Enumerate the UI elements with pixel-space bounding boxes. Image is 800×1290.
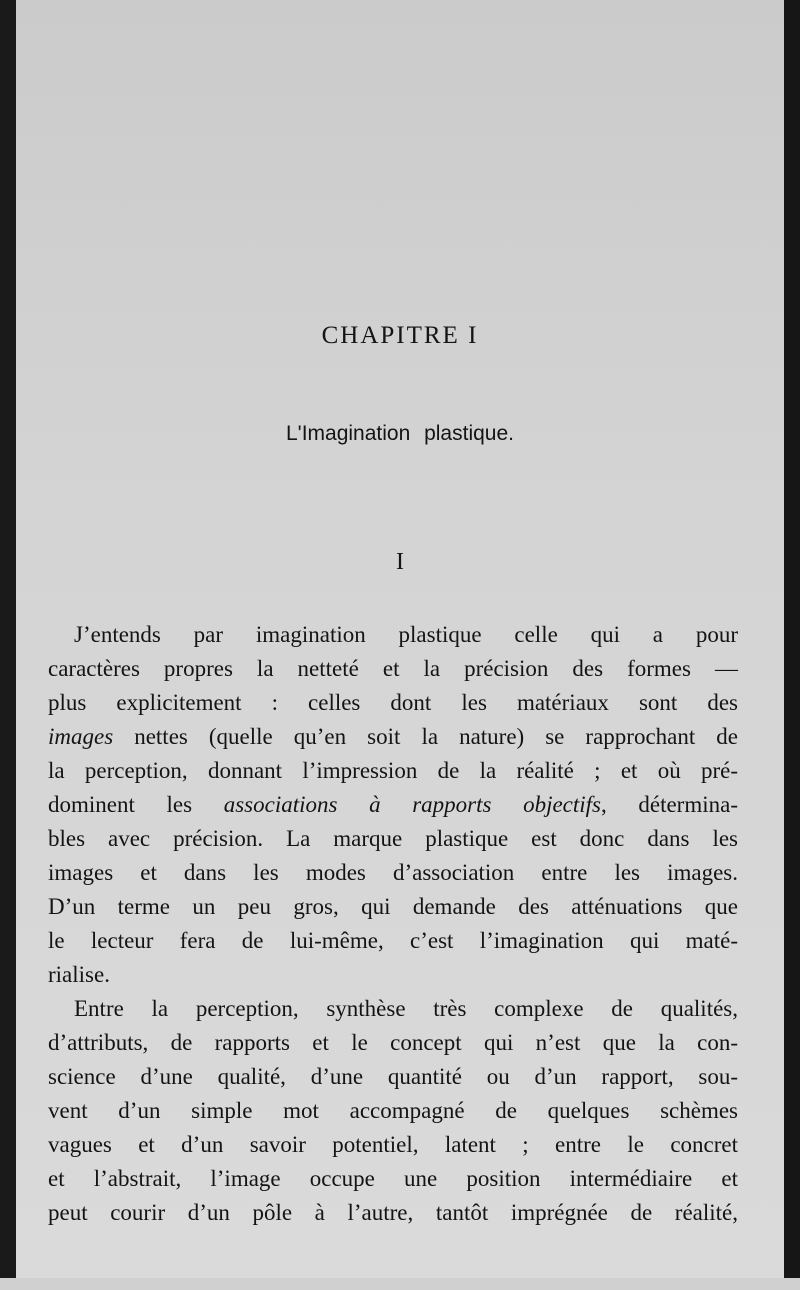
text-run: rialise. xyxy=(48,962,110,987)
italic-text-run: images xyxy=(48,724,114,749)
text-run: dominent les xyxy=(48,792,224,817)
text-run: le lecteur fera de lui-même, c’est l’imagination qui maté- xyxy=(48,928,738,953)
text-line xyxy=(48,690,738,716)
text-run: J’entends par imagination plastique celle qui a pour xyxy=(74,622,738,647)
text-line xyxy=(48,656,738,682)
chapter-heading: CHAPITRE I xyxy=(321,322,479,349)
section-number: I xyxy=(396,549,404,575)
text-run: science d’une qualité, d’une quantité ou d’un rapport, sou- xyxy=(48,1064,738,1089)
text-line xyxy=(48,792,738,818)
text-run: D’un terme un peu gros, qui demande des atténuations que xyxy=(48,894,738,919)
text-run: plus explicitement : celles dont les matériaux sont des xyxy=(48,690,738,715)
text-line xyxy=(48,1166,738,1192)
text-line xyxy=(48,962,738,988)
text-run: nettes (quelle qu’en soit la nature) se rapprochant de xyxy=(113,724,738,749)
text-run: la perception, donnant l’impression de la réalité ; et où pré- xyxy=(48,758,738,783)
text-line xyxy=(48,724,738,750)
text-line xyxy=(48,928,738,954)
text-run: et l’abstrait, l’image occupe une position intermédiaire et xyxy=(48,1166,738,1191)
text-line xyxy=(48,1098,738,1124)
text-run: Entre la perception, synthèse très complexe de qualités, xyxy=(74,996,738,1021)
text-run: d’attributs, de rapports et le concept qui n’est que la con- xyxy=(48,1030,738,1055)
text-line xyxy=(74,622,738,648)
text-line xyxy=(48,758,738,784)
text-line xyxy=(48,1200,738,1226)
text-line xyxy=(74,996,738,1022)
text-run: bles avec précision. La marque plastique est donc dans les xyxy=(48,826,738,851)
page-sheet xyxy=(16,0,784,1278)
text-run: peut courir d’un pôle à l’autre, tantôt imprégnée de réalité, xyxy=(48,1200,738,1225)
text-line xyxy=(48,826,738,852)
text-line xyxy=(48,1064,738,1090)
text-run: vagues et d’un savoir potentiel, latent ; entre le concret xyxy=(48,1132,738,1157)
text-run: images et dans les modes d’association entre les images. xyxy=(48,860,738,885)
text-line xyxy=(48,1132,738,1158)
text-line xyxy=(48,860,738,886)
section-title: L'Imagination plastique. xyxy=(286,422,514,445)
scan-edge xyxy=(784,0,800,1278)
text-line xyxy=(48,1030,738,1056)
text-run: caractères propres la netteté et la précision des formes — xyxy=(48,656,738,681)
text-run: vent d’un simple mot accompagné de quelques schèmes xyxy=(48,1098,738,1123)
italic-text-run: associations à rapports objectifs xyxy=(223,792,601,817)
text-line xyxy=(48,894,738,920)
scan-bottom-strip xyxy=(0,1278,800,1290)
text-run: , détermina- xyxy=(601,792,738,817)
